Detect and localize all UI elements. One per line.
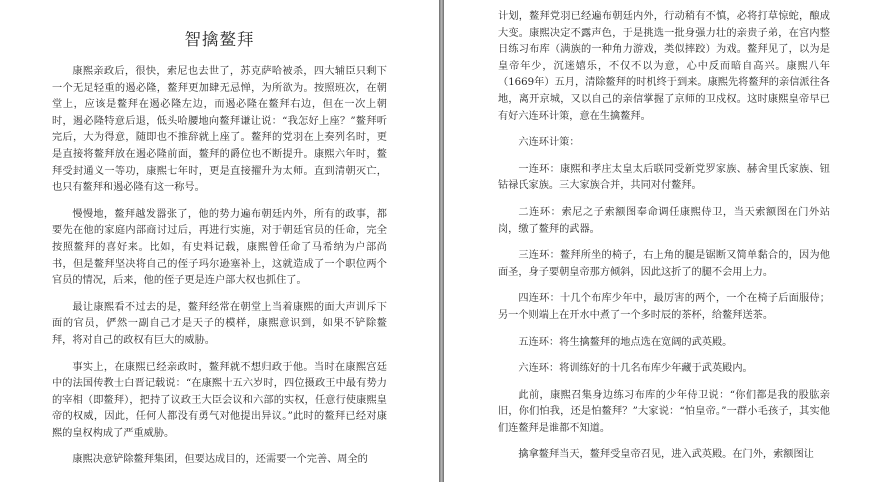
- paragraph: 康熙决意铲除鳌拜集团，但要达成目的，还需要一个完善、周全的: [72, 454, 368, 466]
- paragraph: 四连环：十几个布库少年中，最厉害的两个，一个在椅子后面服侍；另一个则端上在开水中煮了一个多时辰的茶杯，给鳌拜送茶。: [498, 293, 830, 321]
- paragraph: 五连环：将生擒鳌拜的地点选在宽阔的武英殿。: [518, 336, 733, 348]
- paragraph: 六连环：将训练好的十几名布库少年藏于武英殿内。: [518, 363, 753, 375]
- paragraph: 六连环计策：: [518, 137, 580, 149]
- paragraph: 慢慢地，鳌拜越发嚣张了，他的势力遍布朝廷内外，所有的政事，都要先在他的家庭内部商讨过后，再进行实施，对于朝廷官员的任命，完全按照鳌拜的喜好来。比如，有史料记载，康熙曾任命了马希纳为户部尚书，但是鳌拜坚决将自己的侄子玛尔逊塞补上，这就造成了一个职位两个官员的情况，后来，他的侄子更是连户部大权也抓住了。: [52, 208, 387, 287]
- paragraph: 最让康熙看不过去的是，鳌拜经常在朝堂上当着康熙的面大声训斥下面的官员，俨然一副自己才是天子的模样，康熙意识到，如果不铲除鳌拜，将对自己的政权有巨大的威胁。: [52, 301, 387, 346]
- paragraph: 此前，康熙召集身边练习布库的少年侍卫说：“你们都是我的股肱亲旧，你们怕我，还是怕鳌拜？”大家说：“怕皇帝。”一群小毛孩子，其实他们连鳌拜是谁都不知道。: [498, 389, 830, 434]
- chapter-title: 智擒鳌拜: [184, 30, 255, 49]
- paragraph: 三连环：鳌拜所坐的椅子，右上角的腿是锯断又简单黏合的，因为他面圣，身子要朝皇帝那方倾斜，因此这折了的腿不会用上力。: [498, 250, 830, 278]
- paragraph: 一连环：康熙和孝庄太皇太后联同受新党罗家族、赫舍里氏家族、钮钴禄氏家族。三大家族合并，共同对付鳌拜。: [498, 163, 830, 192]
- paragraph: 康熙亲政后，很快，索尼也去世了，苏克萨哈被杀，四大辅臣只剩下一个无足轻重的遏必隆，鳌拜更加肆无忌惮，为所欲为。按照班次，在朝堂上，应该是鳌拜在遏必隆左边，而遏必隆在鳌拜右边，但在一次上朝时，遏必隆特意后退，低头哈腰地向鳌拜谦让说：“我怎好上座？”鳌拜听完后，大为得意，随即也不推辞就上座了。鳌拜的党羽在上奏列名时，更是直接将鳌拜放在遏必隆前面，鳌拜的爵位也不断提升。康熙六年时，鳌拜受封通义一等功，康熙七年时，更是直接擢升为太师。直到清朝灭亡，也只有鳌拜和遏必隆有这一称号。: [52, 66, 387, 194]
- left-page: [0, 0, 439, 482]
- paragraph: 事实上，在康熙已经亲政时，鳌拜就不想归政于他。当时在康熙宫廷中的法国传教士白晋记载说：“在康熙十五六岁时，四位摄政王中最有势力的宰相（即鳌拜），把持了议政王大臣会议和六部的实权，任意行使康熙皇帝的权威，因此，任何人都没有勇气对他提出异议。”此时的鳌拜已经对康熙的皇权构成了严重威胁。: [52, 361, 387, 439]
- right-page: [444, 0, 887, 482]
- paragraph: 二连环：索尼之子索额图奉命调任康熙侍卫，当天索额图在门外站岗，缴了鳌拜的武器。: [498, 206, 830, 235]
- paragraph: 擒拿鳌拜当天，鳌拜受皇帝召见，进入武英殿。在门外，索额图让: [518, 449, 814, 461]
- continued-paragraph: 计划，鳌拜党羽已经遍布朝廷内外，行动稍有不慎，必将打草惊蛇，酿成大变。康熙决定不露声色，于是挑选一批身强力壮的亲贵子弟，在宫内整日练习布库（满族的一种角力游戏，类似摔跤）为戏。鳌拜见了，以为是皇帝年少，沉迷嬉乐，不仅不以为意，心中反而暗自高兴。康熙八年（1669年）五月，清除鳌拜的时机终于到来。康熙先将鳌拜的亲信派往各地，离开京城，又以自己的亲信掌握了京师的卫戍权。这时康熙皇帝早已有好六连环计策，意在生擒鳌拜。: [498, 11, 830, 122]
